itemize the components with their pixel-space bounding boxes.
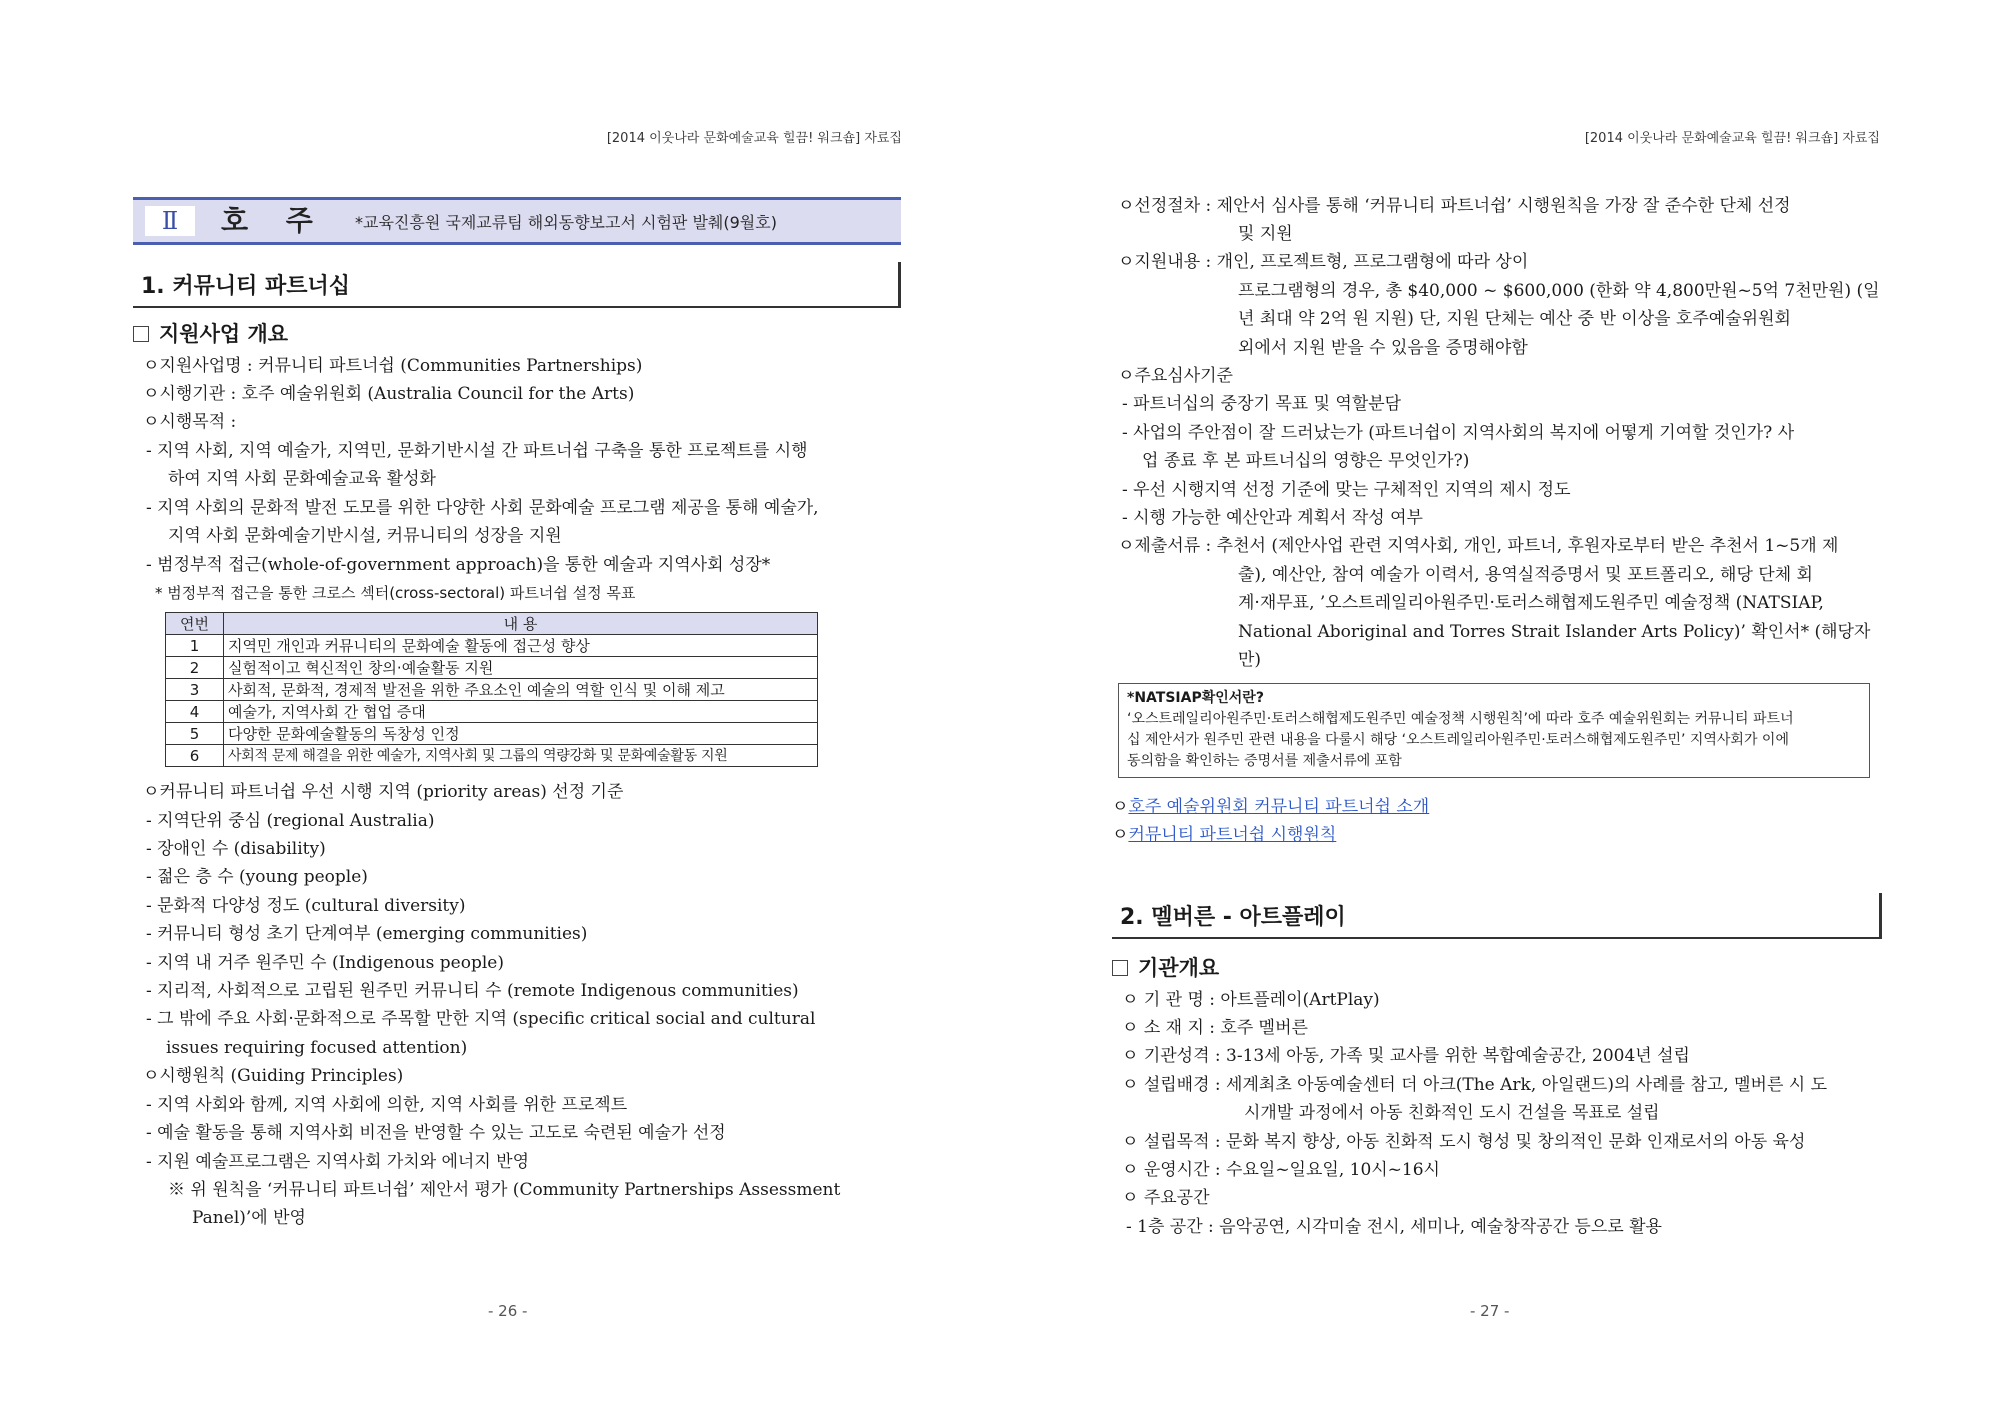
subsection-title: 지원사업 개요 [159, 322, 289, 346]
chapter-banner [133, 197, 901, 245]
body-line: - 젊은 층 수 (young people) [146, 867, 368, 887]
body-line: 년 최대 약 2억 원 지원) 단, 지원 단체는 예산 중 반 이상을 호주예술위원회 [1238, 309, 1791, 329]
section-title: 1. 커뮤니티 파트너십 [141, 274, 350, 299]
table-cell-number: 4 [166, 701, 224, 723]
table-cell-content: 실험적이고 혁신적인 창의·예술활동 지원 [224, 657, 818, 679]
page-header: [2014 이웃나라 문화예술교육 힐끔! 워크숍] 자료집 [1584, 131, 1880, 146]
table-cell-number: 6 [166, 745, 224, 767]
table-row [166, 635, 818, 657]
chapter-source-note: *교육진흥원 국제교류팀 해외동향보고서 시험판 발췌(9월호) [355, 213, 777, 232]
link-item [1112, 794, 1429, 820]
checkbox-square-icon [133, 326, 149, 342]
note-line: 동의함을 확인하는 증명서를 제출서류에 포함 [1127, 753, 1402, 769]
body-line: ㅇ선정절차 : 제안서 심사를 통해 ‘커뮤니티 파트너쉽’ 시행원칙을 가장 잘 준수한 단체 선정 [1118, 196, 1791, 216]
body-line: - 지역단위 중심 (regional Australia) [146, 811, 435, 831]
body-line: ㅇ시행기관 : 호주 예술위원회 (Australia Council for the Arts) [143, 384, 635, 404]
table-row [166, 701, 818, 723]
table-row [166, 745, 818, 767]
natsiap-note-box [1118, 683, 1870, 778]
body-line: 및 지원 [1238, 224, 1293, 244]
council-partnership-intro-link[interactable]: 호주 예술위원회 커뮤니티 파트너쉽 소개 [1128, 797, 1430, 817]
body-line: 시개발 과정에서 아동 친화적인 도시 건설을 목표로 설립 [1244, 1103, 1660, 1123]
section-heading [1112, 893, 1882, 939]
table-cell-number: 1 [166, 635, 224, 657]
table-cell-number: 2 [166, 657, 224, 679]
body-line: - 지역 내 거주 원주민 수 (Indigenous people) [146, 953, 504, 973]
body-line: ㅇ 설립목적 : 문화 복지 향상, 아동 친화적 도시 형성 및 창의적인 문화 인재로서의 아동 육성 [1122, 1132, 1806, 1152]
chapter-number: Ⅱ [145, 206, 195, 236]
body-line: Panel)’에 반영 [192, 1208, 306, 1228]
goals-table [165, 612, 818, 767]
subsection-heading [1112, 952, 1219, 982]
body-line: - 시행 가능한 예산안과 계획서 작성 여부 [1122, 508, 1423, 528]
table-header-cell: 연번 [166, 613, 224, 635]
body-line: 만) [1238, 650, 1262, 670]
table-cell-number: 5 [166, 723, 224, 745]
body-line: issues requiring focused attention) [166, 1038, 468, 1058]
body-line: ㅇ 운영시간 : 수요일~일요일, 10시~16시 [1122, 1160, 1440, 1180]
table-row [166, 723, 818, 745]
table-cell-content: 예술가, 지역사회 간 협업 증대 [224, 701, 818, 723]
table-header-row [166, 613, 818, 635]
body-line: - 파트너십의 중장기 목표 및 역할분담 [1122, 394, 1402, 414]
page-number: - 26 - [488, 1302, 528, 1320]
table-cell-content: 사회적 문제 해결을 위한 예술가, 지역사회 및 그룹의 역량강화 및 문화예술활동 지원 [224, 745, 818, 767]
body-line: 계·재무표, ’오스트레일리아원주민·토러스해협제도원주민 예술정책 (NATSIAP, [1238, 593, 1824, 613]
body-line: - 지역 사회, 지역 예술가, 지역민, 문화기반시설 간 파트너쉽 구축을 통한 프로젝트를 시행 [146, 441, 808, 461]
section-heading [133, 262, 901, 308]
checkbox-square-icon [1112, 960, 1128, 976]
subsection-title: 기관개요 [1138, 956, 1220, 980]
table-row [166, 679, 818, 701]
body-line: National Aboriginal and Torres Strait Islander Arts Policy)’ 확인서* (해당자 [1238, 622, 1871, 642]
subsection-heading [133, 318, 288, 348]
body-line: ㅇ커뮤니티 파트너쉽 우선 시행 지역 (priority areas) 선정 기준 [143, 782, 624, 802]
body-line: 업 종료 후 본 파트너십의 영향은 무엇인가?) [1142, 451, 1470, 471]
table-header-cell: 내 용 [224, 613, 818, 635]
body-line: - 커뮤니티 형성 초기 단계여부 (emerging communities) [146, 924, 588, 944]
body-line: 지역 사회 문화예술기반시설, 커뮤니티의 성장을 지원 [168, 526, 562, 546]
body-line: 프로그램형의 경우, 총 $40,000 ~ $600,000 (한화 약 4,800만원~5억 7천만원) (일 [1238, 281, 1880, 301]
page-number: - 27 - [1470, 1302, 1510, 1320]
footnote-line: * 범정부적 접근을 통한 크로스 섹터(cross-sectoral) 파트너쉽 설정 목표 [155, 584, 636, 602]
body-line: - 우선 시행지역 선정 기준에 맞는 구체적인 지역의 제시 정도 [1122, 480, 1571, 500]
note-title: *NATSIAP확인서란? [1127, 690, 1264, 706]
body-line: ㅇ시행원칙 (Guiding Principles) [143, 1066, 404, 1086]
body-line: - 지역 사회의 문화적 발전 도모를 위한 다양한 사회 문화예술 프로그램 제공을 통해 예술가, [146, 498, 819, 518]
body-line: ㅇ주요심사기준 [1118, 366, 1233, 386]
section-title: 2. 멜버른 - 아트플레이 [1120, 905, 1346, 930]
body-line: ㅇ지원사업명 : 커뮤니티 파트너쉽 (Communities Partnerships) [143, 356, 643, 376]
table-row [166, 657, 818, 679]
body-line: - 1층 공간 : 음악공연, 시각미술 전시, 세미나, 예술창작공간 등으로 활용 [1126, 1217, 1662, 1237]
body-line: ㅇ 기 관 명 : 아트플레이(ArtPlay) [1122, 990, 1380, 1010]
body-line: - 예술 활동을 통해 지역사회 비전을 반영할 수 있는 고도로 숙련된 예술가 선정 [146, 1123, 726, 1143]
body-line: ㅇ 기관성격 : 3-13세 아동, 가족 및 교사를 위한 복합예술공간, 2004년 설립 [1122, 1046, 1690, 1066]
body-line: - 장애인 수 (disability) [146, 839, 326, 859]
link-item [1112, 822, 1336, 848]
body-line: 하여 지역 사회 문화예술교육 활성화 [168, 469, 436, 489]
link-bullet: ㅇ [1112, 825, 1129, 845]
note-line: 십 제안서가 원주민 관련 내용을 다룰시 해당 ‘오스트레일리아원주민·토러스해협제도원주민’ 지역사회가 이에 [1127, 732, 1789, 748]
right-page [1000, 0, 2000, 1413]
body-line: 출), 예산안, 참여 예술가 이력서, 용역실적증명서 및 포트폴리오, 해당 단체 회 [1238, 565, 1813, 585]
body-line: ㅇ 소 재 지 : 호주 멜버른 [1122, 1018, 1308, 1038]
partnership-principles-link[interactable]: 커뮤니티 파트너쉽 시행원칙 [1128, 825, 1337, 845]
body-line: ※ 위 원칙을 ‘커뮤니티 파트너쉽’ 제안서 평가 (Community Partnerships Assessment [168, 1180, 841, 1200]
body-line: ㅇ 설립배경 : 세계최초 아동예술센터 더 아크(The Ark, 아일랜드)의 사례를 참고, 멜버른 시 도 [1122, 1075, 1828, 1095]
table-cell-content: 지역민 개인과 커뮤니티의 문화예술 활동에 접근성 향상 [224, 635, 818, 657]
body-line: - 지리적, 사회적으로 고립된 원주민 커뮤니티 수 (remote Indigenous communities) [146, 981, 799, 1001]
note-line: ‘오스트레일리아원주민·토러스해협제도원주민 예술정책 시행원칙’에 따라 호주 예술위원회는 커뮤니티 파트너 [1127, 711, 1794, 727]
body-line: - 그 밖에 주요 사회·문화적으로 주목할 만한 지역 (specific critical social and cultural [146, 1009, 816, 1029]
body-line: - 범정부적 접근(whole-of-government approach)을 통한 예술과 지역사회 성장* [146, 555, 771, 575]
table-cell-number: 3 [166, 679, 224, 701]
table-cell-content: 다양한 문화예술활동의 독창성 인정 [224, 723, 818, 745]
body-line: - 문화적 다양성 정도 (cultural diversity) [146, 896, 466, 916]
body-line: ㅇ지원내용 : 개인, 프로젝트형, 프로그램형에 따라 상이 [1118, 252, 1529, 272]
body-line: ㅇ시행목적 : [143, 412, 237, 432]
body-line: 외에서 지원 받을 수 있음을 증명해야함 [1238, 338, 1528, 358]
body-line: ㅇ제출서류 : 추천서 (제안사업 관련 지역사회, 개인, 파트너, 후원자로부터 받은 추천서 1~5개 제 [1118, 536, 1839, 556]
body-line: - 지원 예술프로그램은 지역사회 가치와 에너지 반영 [146, 1152, 530, 1172]
body-line: - 지역 사회와 함께, 지역 사회에 의한, 지역 사회를 위한 프로젝트 [146, 1095, 628, 1115]
chapter-title: 호 주 [221, 204, 327, 237]
body-line: ㅇ 주요공간 [1122, 1188, 1210, 1208]
body-line: - 사업의 주안점이 잘 드러났는가 (파트너쉽이 지역사회의 복지에 어떻게 기여할 것인가? 사 [1122, 423, 1795, 443]
link-bullet: ㅇ [1112, 797, 1129, 817]
page-header: [2014 이웃나라 문화예술교육 힐끔! 워크숍] 자료집 [606, 131, 902, 146]
table-cell-content: 사회적, 문화적, 경제적 발전을 위한 주요소인 예술의 역할 인식 및 이해 제고 [224, 679, 818, 701]
